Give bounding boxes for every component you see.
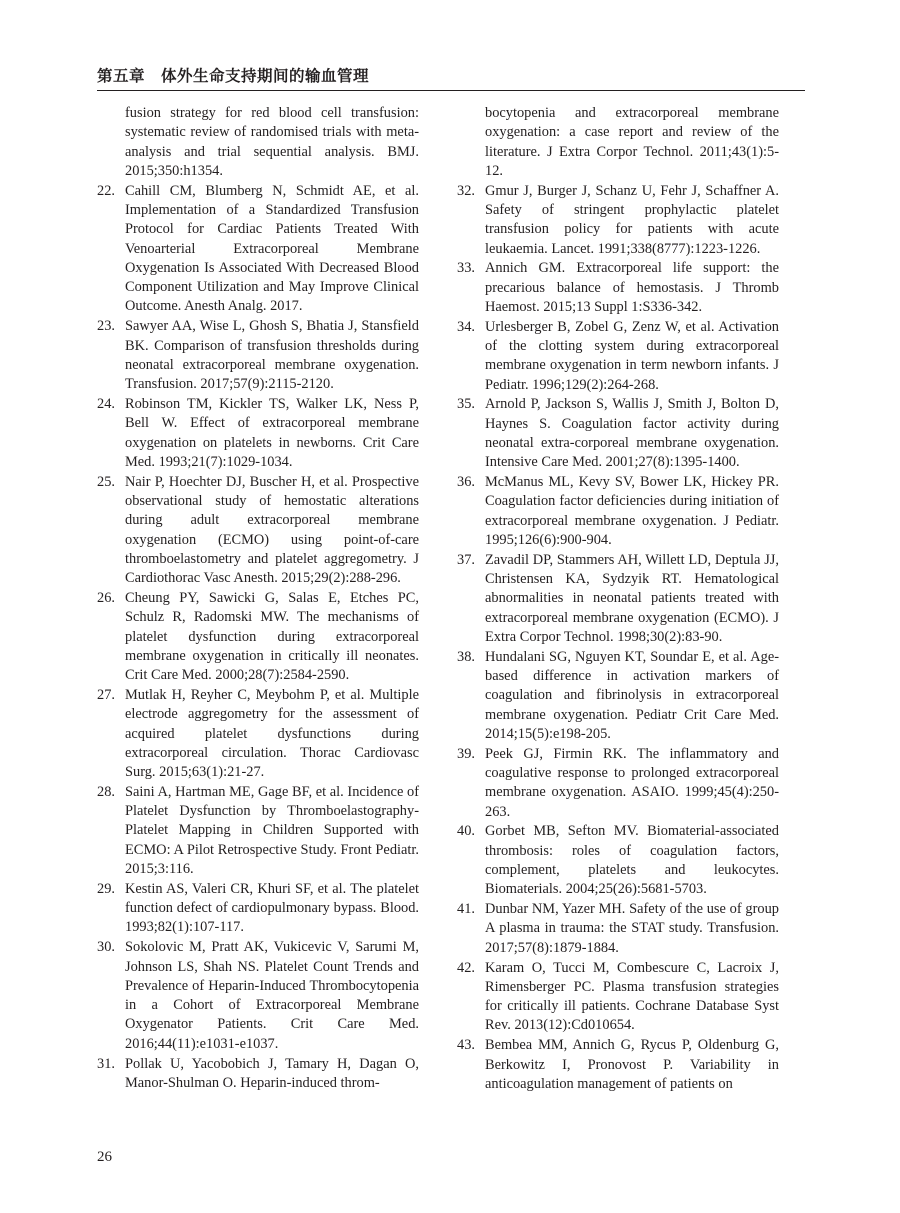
reference-text: Peek GJ, Firmin RK. The inflammatory and coagulative response to prolonged extracorporeal membrane oxygenation. ASAIO. 1999;45(4):250-263. xyxy=(485,745,779,820)
reference-item xyxy=(457,1036,779,1094)
reference-item xyxy=(97,182,419,317)
reference-text: Sawyer AA, Wise L, Ghosh S, Bhatia J, Stansfield BK. Comparison of transfusion thresholds during neonatal extracorporeal membrane oxygenation. Transfusion. 2017;57(9):2115-2120. xyxy=(125,318,419,393)
running-header xyxy=(97,64,805,90)
reference-text: Dunbar NM, Yazer MH. Safety of the use of group A plasma in trauma: the STAT study. Transfusion. 2017;57(8):1879-1884. xyxy=(485,901,779,956)
reference-text: Karam O, Tucci M, Combescure C, Lacroix J, Rimensberger PC. Plasma transfusion strategies for critically ill patients. Cochrane Database Syst Rev. 2013(12):Cd010654. xyxy=(485,959,779,1034)
reference-text: Bembea MM, Annich G, Rycus P, Oldenburg G, Berkowitz I, Pronovost P. Variability in anticoagulation management of patients on xyxy=(485,1037,779,1092)
reference-continuation: bocytopenia and extracorporeal membrane oxygenation: a case report and review of the literature. J Extra Corpor Technol. 2011;43(1):5-12. xyxy=(485,105,779,179)
reference-item xyxy=(97,1055,419,1094)
reference-item xyxy=(457,182,779,259)
reference-number: 42. xyxy=(457,959,475,976)
reference-item xyxy=(457,959,779,1036)
reference-item xyxy=(97,783,419,879)
reference-item xyxy=(97,589,419,685)
reference-number: 25. xyxy=(97,473,115,490)
reference-text: Cheung PY, Sawicki G, Salas E, Etches PC, Schulz R, Radomski MW. The mechanisms of platelet dysfunction during extracorporeal membrane oxygenation in critically ill neonates. Crit Care Med. 2000;28(7):2584-2590. xyxy=(125,589,419,684)
reference-number: 24. xyxy=(97,395,115,412)
reference-column-left xyxy=(97,104,419,1094)
reference-text: Annich GM. Extracorporeal life support: the precarious balance of hemostasis. J Thromb Haemost. 2015;13 Suppl 1:S336-342. xyxy=(485,260,779,315)
reference-item xyxy=(457,648,779,744)
reference-text: Robinson TM, Kickler TS, Walker LK, Ness P, Bell W. Effect of extracorporeal membrane oxygenation on platelets in newborns. Crit Care Med. 1993;21(7):1029-1034. xyxy=(125,395,419,470)
reference-item xyxy=(97,395,419,472)
reference-number: 36. xyxy=(457,474,475,491)
reference-text: Nair P, Hoechter DJ, Buscher H, et al. Prospective observational study of hemostatic alterations during adult extracorporeal membrane oxygenation (ECMO) using point-of-care thromboelastometry and platelet aggregometry. J Cardiothorac Vasc Anesth. 2015;29(2):288-296. xyxy=(125,473,419,587)
reference-number: 35. xyxy=(457,396,475,413)
reference-number: 34. xyxy=(457,318,475,335)
reference-number: 29. xyxy=(97,880,115,897)
reference-item xyxy=(457,745,779,822)
reference-text: Urlesberger B, Zobel G, Zenz W, et al. Activation of the clotting system during extracorporeal membrane oxygenation in term newborn infants. J Pediatr. 1996;129(2):264-268. xyxy=(485,318,779,393)
reference-number: 33. xyxy=(457,260,475,277)
reference-number: 23. xyxy=(97,318,115,335)
reference-item xyxy=(457,551,779,647)
reference-item xyxy=(457,900,779,958)
chapter-title: 第五章 体外生命支持期间的输血管理 xyxy=(97,67,370,85)
reference-text: Sokolovic M, Pratt AK, Vukicevic V, Sarumi M, Johnson LS, Shah NS. Platelet Count Trends and Prevalence of Heparin-Induced Thrombocytopenia in a Cohort of Extracorporeal Membrane Oxygenator Patients. Crit Care Med. 2016;44(11):e1031-e1037. xyxy=(125,939,419,1052)
page-number: 26 xyxy=(97,1149,112,1165)
reference-item xyxy=(457,259,779,317)
reference-item xyxy=(97,880,419,938)
reference-number: 41. xyxy=(457,901,475,918)
reference-item xyxy=(97,938,419,1054)
reference-text: Kestin AS, Valeri CR, Khuri SF, et al. The platelet function defect of cardiopulmonary bypass. Blood. 1993;82(1):107-117. xyxy=(125,880,419,936)
reference-text: Gmur J, Burger J, Schanz U, Fehr J, Schaffner A. Safety of stringent prophylactic platelet transfusion policy for patients with acute leukaemia. Lancet. 1991;338(8777):1223-1226. xyxy=(485,182,779,257)
reference-text: Zavadil DP, Stammers AH, Willett LD, Deptula JJ, Christensen KA, Sydzyik RT. Hematological abnormalities in neonatal patients treated with extracorporeal membrane oxygenation (ECMO). J Extra Corpor Technol. 1998;30(2):83-90. xyxy=(485,551,779,646)
reference-item xyxy=(97,317,419,394)
reference-number: 37. xyxy=(457,551,475,568)
reference-number: 27. xyxy=(97,686,115,703)
reference-continuation: fusion strategy for red blood cell transfusion: systematic review of randomised trials with meta-analysis and trial sequential analysis. BMJ. 2015;350:h1354. xyxy=(125,105,419,179)
reference-text: Gorbet MB, Sefton MV. Biomaterial-associated thrombosis: roles of coagulation factors, complement, platelets and leukocytes. Biomaterials. 2004;25(26):5681-5703. xyxy=(485,823,779,898)
reference-item xyxy=(97,473,419,589)
reference-number: 38. xyxy=(457,648,475,665)
reference-item xyxy=(457,473,779,550)
reference-item xyxy=(457,318,779,395)
reference-number: 26. xyxy=(97,589,115,606)
reference-number: 30. xyxy=(97,939,115,956)
reference-number: 39. xyxy=(457,745,475,762)
reference-item xyxy=(97,686,419,782)
reference-number: 28. xyxy=(97,783,115,800)
reference-item xyxy=(457,395,779,472)
reference-number: 43. xyxy=(457,1037,475,1054)
header-rule xyxy=(97,90,805,91)
reference-text: McManus ML, Kevy SV, Bower LK, Hickey PR. Coagulation factor deficiencies during initiation of extracorporeal membrane oxygenation. J Pediatr. 1995;126(6):900-904. xyxy=(485,474,779,549)
reference-number: 40. xyxy=(457,823,475,840)
reference-item xyxy=(457,822,779,899)
reference-text: Saini A, Hartman ME, Gage BF, et al. Incidence of Platelet Dysfunction by Thromboelastography-Platelet Mapping in Children Supported with ECMO: A Pilot Retrospective Study. Front Pediatr. 2015;3:116. xyxy=(125,783,419,878)
reference-column-right xyxy=(457,104,779,1095)
reference-number: 32. xyxy=(457,182,475,199)
reference-text: Cahill CM, Blumberg N, Schmidt AE, et al. Implementation of a Standardized Transfusion Protocol for Cardiac Patients Treated With Venoarterial Extracorporeal Membrane Oxygenation Is Associated With Decreased Blood Component Utilization and May Improve Clinical Outcome. Anesth Analg. 2017. xyxy=(125,182,419,315)
reference-number: 31. xyxy=(97,1055,115,1072)
reference-text: Arnold P, Jackson S, Wallis J, Smith J, Bolton D, Haynes S. Coagulation factor activity during neonatal extra-corporeal membrane oxygenation. Intensive Care Med. 2001;27(8):1395-1400. xyxy=(485,396,779,471)
reference-text: Pollak U, Yacobobich J, Tamary H, Dagan O, Manor-Shulman O. Heparin-induced throm- xyxy=(125,1055,419,1091)
reference-text: Mutlak H, Reyher C, Meybohm P, et al. Multiple electrode aggregometry for the assessment of acquired platelet dysfunctions during extracorporeal circulation. Thorac Cardiovasc Surg. 2015;63(1):21-27. xyxy=(125,686,419,781)
reference-text: Hundalani SG, Nguyen KT, Soundar E, et al. Age-based difference in activation markers of coagulation and fibrinolysis in extracorporeal membrane oxygenation. Pediatr Crit Care Med. 2014;15(5):e198-205. xyxy=(485,648,779,742)
reference-number: 22. xyxy=(97,182,115,199)
